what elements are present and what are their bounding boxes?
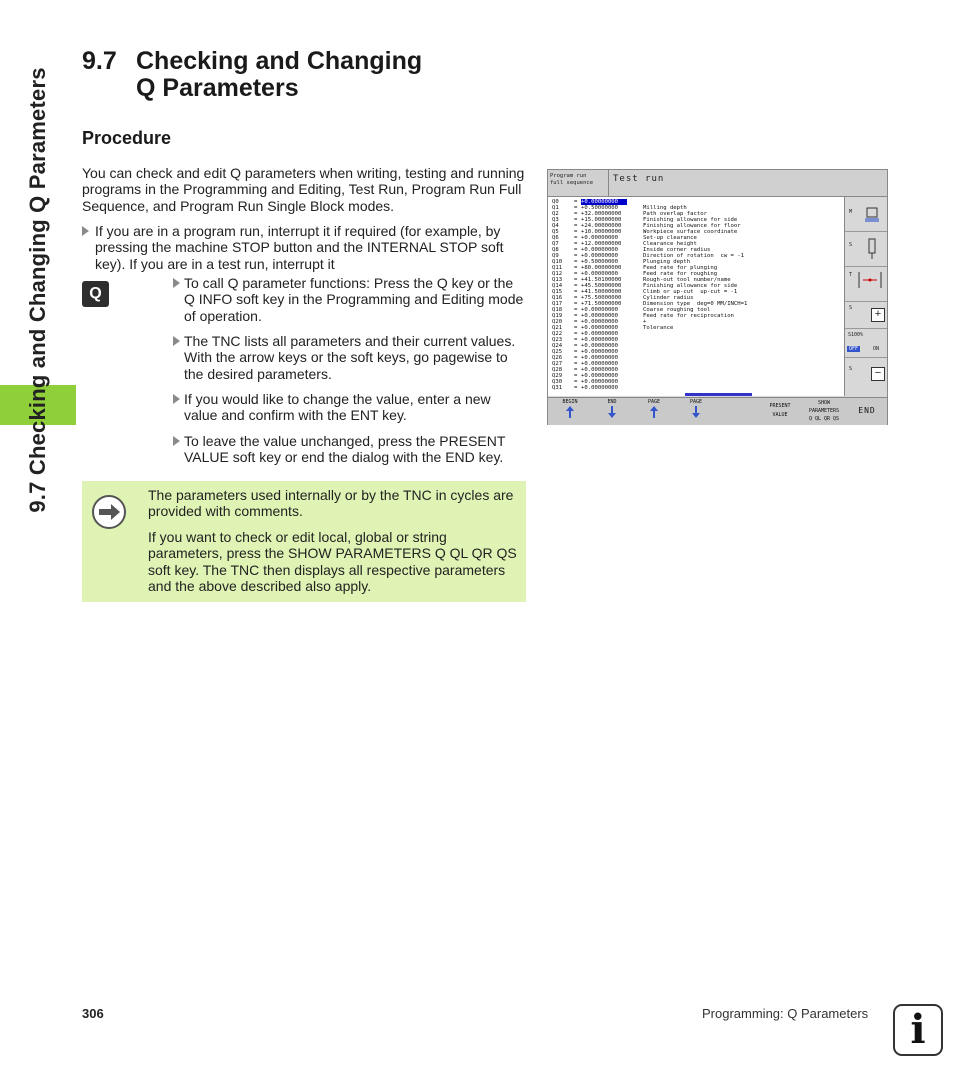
q-value[interactable]: +0.00000000 xyxy=(581,325,619,331)
q-equals: = xyxy=(574,331,578,337)
arrow-down-icon xyxy=(691,405,701,419)
mode-line2: full sequence xyxy=(550,180,594,186)
bullet-text: To call Q parameter functions: Press the Q key or the Q INFO soft key in the Programming and Editing mode of operation. xyxy=(184,275,524,324)
q-name: Q4 xyxy=(552,223,559,229)
end1-label: END xyxy=(607,399,617,405)
q-equals: = xyxy=(574,199,578,205)
q-comment: Coarse roughing tool xyxy=(643,307,711,313)
section-title-line1: Checking and Changing xyxy=(136,47,423,75)
q-equals: = xyxy=(574,367,578,373)
q-comment: Feed rate for reciprocation xyxy=(643,313,734,319)
q-name: Q25 xyxy=(552,349,563,355)
q-comment: Milling depth xyxy=(643,205,687,211)
q-comment: Direction of rotation cw = -1 xyxy=(643,253,745,259)
q-name: Q7 xyxy=(552,241,559,247)
page-down-softkey[interactable] xyxy=(676,399,716,423)
end-scroll-softkey[interactable] xyxy=(592,399,632,423)
t-label: T xyxy=(849,272,853,278)
q-value[interactable]: +0.00000000 xyxy=(581,331,619,337)
q-equals: = xyxy=(574,217,578,223)
page-number: 306 xyxy=(82,1006,104,1021)
q-equals: = xyxy=(574,259,578,265)
q-comment: Finishing allowance for side xyxy=(643,217,738,223)
mode-label xyxy=(550,173,593,187)
q-equals: = xyxy=(574,295,578,301)
tool-axis-icon xyxy=(855,270,885,296)
q-value[interactable]: +10.00000000 xyxy=(581,229,622,235)
q-equals: = xyxy=(574,277,578,283)
q-value[interactable]: +0.00000000 xyxy=(581,247,619,253)
q-equals: = xyxy=(574,337,578,343)
q-value[interactable]: +32.00000000 xyxy=(581,211,622,217)
section-number: 9.7 xyxy=(82,47,117,75)
mode-line1: Program run xyxy=(550,173,587,179)
screen-header xyxy=(548,170,887,197)
q-value[interactable]: +0.00000000 xyxy=(581,361,619,367)
q-equals: = xyxy=(574,379,578,385)
q-name: Q23 xyxy=(552,337,563,343)
q-name: Q11 xyxy=(552,265,563,271)
begin-label: BEGIN xyxy=(562,399,578,405)
q-equals: = xyxy=(574,307,578,313)
section-title-line2: Q Parameters xyxy=(136,74,299,102)
s-function-button[interactable] xyxy=(845,232,887,267)
q-name: Q21 xyxy=(552,325,563,331)
q-comment: Cylinder radius xyxy=(643,295,694,301)
q-value[interactable]: +0.00000000 xyxy=(581,385,619,391)
s3-label: S xyxy=(849,366,853,372)
q-value[interactable]: +0.00000000 xyxy=(581,307,619,313)
q-value[interactable]: +0.00000000 xyxy=(581,367,619,373)
q-equals: = xyxy=(574,241,578,247)
section-heading xyxy=(82,48,422,102)
q-name: Q6 xyxy=(552,235,559,241)
info-letter: i xyxy=(910,1006,926,1053)
q-value[interactable]: +41.50100000 xyxy=(581,277,622,283)
bullet-item xyxy=(173,433,525,466)
q-equals: = xyxy=(574,361,578,367)
q-name: Q1 xyxy=(552,205,559,211)
bullet-text: The TNC lists all parameters and their current values. With the arrow keys or the soft keys, go pagewise to the desired parameters. xyxy=(184,333,516,382)
feed-minus-button[interactable] xyxy=(845,358,887,386)
q-equals: = xyxy=(574,325,578,331)
q-equals: = xyxy=(574,349,578,355)
show-parameters-softkey[interactable] xyxy=(802,400,846,424)
on-toggle[interactable]: ON xyxy=(873,346,880,352)
q-comment: Path overlap factor xyxy=(643,211,707,217)
q-comment: Plunging depth xyxy=(643,259,691,265)
q-equals: = xyxy=(574,229,578,235)
q-value[interactable]: +0.00000000 xyxy=(581,253,619,259)
page2-label: PAGE xyxy=(689,399,703,405)
q-key-icon: Q xyxy=(82,281,109,307)
q-name: Q2 xyxy=(552,211,559,217)
q-value[interactable]: +0.00000000 xyxy=(581,355,619,361)
q-value[interactable]: +45.50000000 xyxy=(581,283,622,289)
q-value[interactable]: +0.00000000 xyxy=(581,373,619,379)
q-equals: = xyxy=(574,205,578,211)
q-comment: Workpiece surface coordinate xyxy=(643,229,738,235)
q-equals: = xyxy=(574,253,578,259)
q-value[interactable]: +80.00000000 xyxy=(581,265,622,271)
q-value[interactable]: +0.00000000 xyxy=(581,199,627,205)
q-name: Q29 xyxy=(552,373,563,379)
q-value[interactable]: +0.00000000 xyxy=(581,235,619,241)
q-comment: Inside corner radius xyxy=(643,247,711,253)
q-equals: = xyxy=(574,343,578,349)
spindle-icon xyxy=(865,206,879,226)
present2-label: VALUE xyxy=(772,412,788,418)
q-name: Q20 xyxy=(552,319,563,325)
q-equals: = xyxy=(574,385,578,391)
q-comment: Dimension type deg=0 MM/INCH=1 xyxy=(643,301,748,307)
bullet-arrow-icon xyxy=(82,226,89,236)
q-value[interactable]: +0.50000000 xyxy=(581,259,619,265)
q-value[interactable]: +0.00000000 xyxy=(581,349,619,355)
q-value[interactable]: +0.00000000 xyxy=(581,337,619,343)
show1-label: SHOW xyxy=(817,400,831,406)
present-value-softkey[interactable] xyxy=(760,403,800,427)
q-name: Q0 xyxy=(552,199,559,205)
q-name: Q5 xyxy=(552,229,559,235)
feed-plus-button[interactable] xyxy=(845,302,887,329)
bullet-item xyxy=(173,275,525,324)
q-comment: Feed rate for roughing xyxy=(643,271,718,277)
q-parameter-list[interactable] xyxy=(548,197,845,396)
end-softkey[interactable]: END xyxy=(858,406,876,415)
q-comment: Rough-out tool number/name xyxy=(643,277,731,283)
q-comment: Tolerance xyxy=(643,325,674,331)
q-value[interactable]: +12.00000000 xyxy=(581,241,622,247)
q-equals: = xyxy=(574,283,578,289)
present1-label: PRESENT xyxy=(769,403,791,409)
q-comment: Climb or up-cut up-cut = -1 xyxy=(643,289,738,295)
q-comment: Feed rate for plunging xyxy=(643,265,718,271)
page-up-softkey[interactable] xyxy=(634,399,674,423)
page1-label: PAGE xyxy=(647,399,661,405)
override-toggle[interactable] xyxy=(845,329,887,358)
q-equals: = xyxy=(574,211,578,217)
q-value[interactable]: +0.00000000 xyxy=(581,319,619,325)
side-panel xyxy=(845,197,887,396)
q-value[interactable]: +0.00000000 xyxy=(581,343,619,349)
plus-icon: + xyxy=(871,308,885,322)
info-icon xyxy=(893,1004,943,1056)
q-name: Q31 xyxy=(552,385,563,391)
bullet-text: If you would like to change the value, enter a new value and confirm with the ENT key. xyxy=(184,391,491,424)
q-comment: Clearance height xyxy=(643,241,697,247)
q-equals: = xyxy=(574,247,578,253)
q-name: Q3 xyxy=(552,217,559,223)
q-value[interactable]: +0.00000000 xyxy=(581,271,619,277)
off-toggle[interactable]: OFF xyxy=(849,346,859,352)
tnc-screen xyxy=(547,169,888,425)
q-comment: + xyxy=(643,319,647,325)
arrow-up-icon xyxy=(565,405,575,419)
begin-softkey[interactable] xyxy=(550,399,590,423)
q-name: Q18 xyxy=(552,307,563,313)
show2-label: PARAMETERS xyxy=(808,408,840,414)
q-equals: = xyxy=(574,319,578,325)
q-name: Q24 xyxy=(552,343,563,349)
q-parameter-row[interactable] xyxy=(552,385,844,391)
arrow-up-icon xyxy=(649,405,659,419)
t-function-button[interactable] xyxy=(845,267,887,302)
footer-title: Programming: Q Parameters xyxy=(702,1006,869,1021)
q-value[interactable]: +75.50000000 xyxy=(581,295,622,301)
q-comment: Finishing allowance for floor xyxy=(643,223,741,229)
bullet-arrow-icon xyxy=(173,436,180,446)
bullet-arrow-icon xyxy=(173,336,180,346)
q-value[interactable]: +0.50000000 xyxy=(581,205,619,211)
q-value[interactable]: +15.00000000 xyxy=(581,217,622,223)
step-interrupt xyxy=(82,223,522,272)
q-name: Q26 xyxy=(552,355,563,361)
step-interrupt-text: If you are in a program run, interrupt it if required (for example, by pressing the machine STOP button and the INTERNAL STOP soft key). If you are in a test run, interrupt it xyxy=(95,223,504,272)
bullet-text: To leave the value unchanged, press the PRESENT VALUE soft key or end the dialog with the END key. xyxy=(184,433,506,466)
m-function-button[interactable] xyxy=(845,197,887,232)
q-name: Q15 xyxy=(552,289,563,295)
intro-paragraph: You can check and edit Q parameters when writing, testing and running programs in the Programming and Editing, Test Run, Program Run Full Sequence, and Program Run Single Block modes. xyxy=(82,165,525,214)
q-value[interactable]: +0.00000000 xyxy=(581,379,619,385)
procedure-heading: Procedure xyxy=(82,128,172,148)
q-equals: = xyxy=(574,355,578,361)
q-name: Q19 xyxy=(552,313,563,319)
q-equals: = xyxy=(574,265,578,271)
q-name: Q28 xyxy=(552,367,563,373)
note-text-1: The parameters used internally or by the TNC in cycles are provided with comments. xyxy=(148,487,514,520)
q-name: Q17 xyxy=(552,301,563,307)
m-label: M xyxy=(849,209,853,215)
show3-label: Q QL QR QS xyxy=(808,416,840,422)
q-name: Q9 xyxy=(552,253,559,259)
bullet-arrow-icon xyxy=(173,278,180,288)
q-name: Q12 xyxy=(552,271,563,277)
q-equals: = xyxy=(574,373,578,379)
q-name: Q27 xyxy=(552,361,563,367)
q-equals: = xyxy=(574,235,578,241)
screen-title: Test run xyxy=(613,174,665,184)
q-name: Q8 xyxy=(552,247,559,253)
arrow-down-icon xyxy=(607,405,617,419)
q-equals: = xyxy=(574,313,578,319)
s2-label: S xyxy=(849,305,853,311)
q-name: Q13 xyxy=(552,277,563,283)
q-value[interactable]: +24.00000000 xyxy=(581,223,622,229)
q-equals: = xyxy=(574,301,578,307)
note-arrow-icon xyxy=(92,495,126,529)
bullet-item xyxy=(173,333,525,382)
side-tab-text: 9.7 Checking and Changing Q Parameters xyxy=(25,67,50,513)
q-equals: = xyxy=(574,289,578,295)
q-name: Q30 xyxy=(552,379,563,385)
q-comment: Finishing allowance for side xyxy=(643,283,738,289)
bullet-item xyxy=(173,391,525,424)
q-comment: Set-up clearance xyxy=(643,235,697,241)
q-value[interactable]: +41.50000000 xyxy=(581,289,622,295)
scroll-indicator xyxy=(685,393,752,396)
tool-icon xyxy=(867,238,877,260)
q-name: Q22 xyxy=(552,331,563,337)
q-value[interactable]: +71.50000000 xyxy=(581,301,622,307)
q-name: Q14 xyxy=(552,283,563,289)
chapter-side-label xyxy=(20,20,56,560)
q-equals: = xyxy=(574,223,578,229)
bullet-arrow-icon xyxy=(173,394,180,404)
q-name: Q16 xyxy=(552,295,563,301)
minus-icon: − xyxy=(871,367,885,381)
s-label: S xyxy=(849,242,853,248)
q-name: Q10 xyxy=(552,259,563,265)
note-text-2: If you want to check or edit local, global or string parameters, press the SHOW PARAMETERS Q QL QR QS soft key. The TNC then displays all respective parameters and the above described also apply. xyxy=(148,529,517,594)
q-value[interactable]: +0.00000000 xyxy=(581,313,619,319)
q-equals: = xyxy=(574,271,578,277)
percent-label: S100% xyxy=(848,332,864,338)
